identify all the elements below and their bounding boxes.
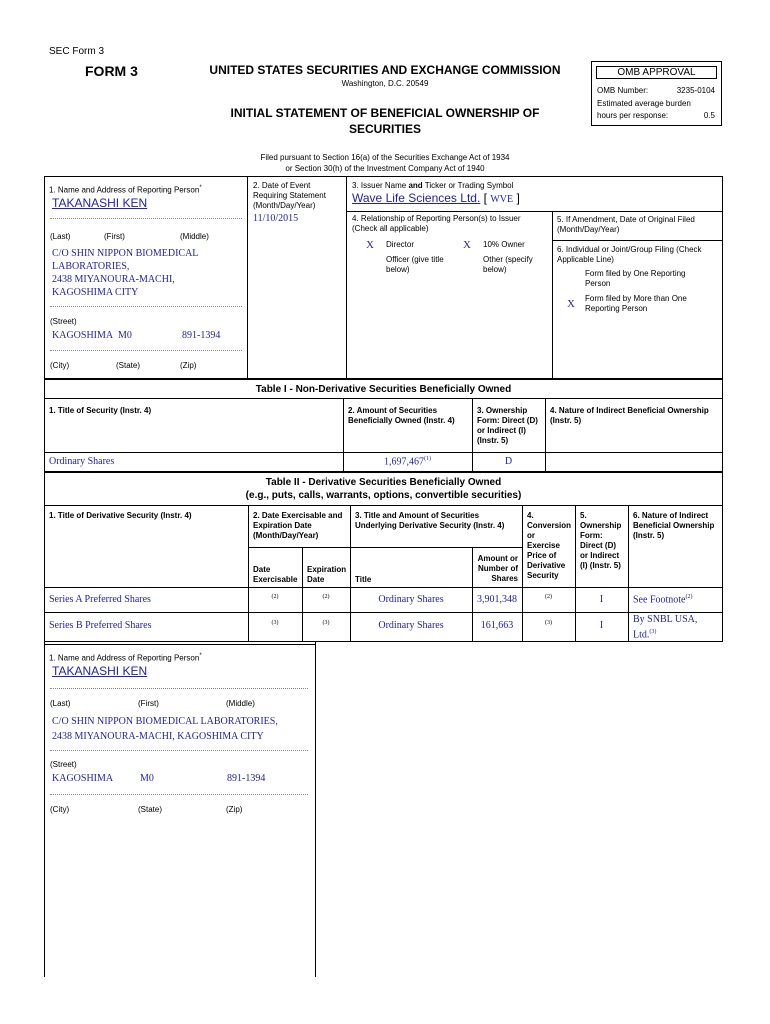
t2-row1-amount: 3,901,348	[477, 594, 517, 605]
t2-row1-expiration: (2)	[322, 594, 330, 600]
t1-col4-header: 4. Nature of Indirect Beneficial Ownership (Instr. 5)	[550, 406, 709, 425]
t2-col4-header: 4. Conversion or Exercise Price of Derivative Security	[527, 511, 572, 580]
filed-pursuant-line1: Filed pursuant to Section 16(a) of the Securities Exchange Act of 1934	[260, 153, 510, 162]
t2-row1-exercisable: (2)	[271, 594, 279, 600]
box4-label: 4. Relationship of Reporting Person(s) to Issuer (Check all applicable)	[352, 214, 521, 233]
t1-row-amount: 1,697,467$^{(1)}$	[384, 456, 431, 468]
omb-number-label: OMB Number:	[597, 86, 649, 95]
t1-col1-header: 1. Title of Security (Instr. 4)	[49, 406, 152, 415]
state-value-2: M0	[140, 773, 154, 784]
city-label-2: (City)	[50, 805, 70, 814]
state-label-2: (State)	[138, 805, 163, 814]
filed-pursuant-line2: or Section 30(h) of the Investment Company Act of 1940	[285, 164, 485, 173]
form-label: FORM 3	[85, 63, 138, 79]
t2-row1-price: (2)	[545, 594, 552, 600]
address-block-2: C/O SHIN NIPPON BIOMEDICAL LABORATORIES, 2438 MIYANOURA-MACHI, KAGOSHIMA CITY	[52, 716, 278, 742]
t2-row2-form: I	[599, 620, 604, 631]
ticker-symbol: WVE	[490, 194, 514, 205]
box6-label: 6. Individual or Joint/Group Filing (Check Applicable Line)	[557, 245, 702, 264]
box2-label: 2. Date of Event Requiring Statement (Month/Day/Year)	[253, 181, 326, 210]
t2-row1-form: I	[599, 594, 604, 605]
omb-hours-label: hours per response:	[597, 111, 669, 120]
city-value: KAGOSHIMA	[52, 330, 114, 341]
first-label-2: (First)	[138, 699, 159, 708]
city-value-2: KAGOSHIMA	[52, 773, 114, 784]
event-date: 11/10/2015	[253, 213, 299, 224]
issuer-name: Wave Life Sciences Ltd.	[352, 191, 481, 205]
table2-title2: (e.g., puts, calls, warrants, options, convertible securities)	[245, 490, 522, 501]
t2-sub-date-exercisable: Date Exercisable	[253, 565, 298, 584]
reporting-person-name-2: TAKANASHI KEN	[52, 664, 148, 678]
t2-row2-underlying: Ordinary Shares	[378, 620, 444, 631]
last-label-2: (Last)	[50, 699, 71, 708]
zip-label: (Zip)	[180, 361, 197, 370]
t1-col3-header: 3. Ownership Form: Direct (D) or Indirect (I) (Instr. 5)	[477, 406, 538, 445]
address-block: C/O SHIN NIPPON BIOMEDICAL LABORATORIES, 2438 MIYANOURA-MACHI, KAGOSHIMA CITY	[52, 248, 199, 298]
zip-value: 891-1394	[182, 330, 221, 341]
street-label: (Street)	[50, 317, 77, 326]
box7-label: 1. Name and Address of Reporting Person*	[49, 653, 202, 663]
omb-approval-box	[591, 61, 722, 126]
t2-sub-amount: Amount or Number of Shares	[477, 554, 518, 583]
last-label: (Last)	[50, 232, 71, 241]
middle-label-2: (Middle)	[226, 699, 255, 708]
omb-number-value: 3235-0104	[676, 86, 715, 95]
t2-row2-price: (3)	[545, 620, 552, 626]
t2-row2-expiration: (3)	[322, 620, 330, 626]
t2-row1-title: Series A Preferred Shares	[49, 594, 151, 605]
director-checkmark: X	[366, 239, 374, 251]
t2-col2-header: 2. Date Exercisable and Expiration Date (Month/Day/Year)	[253, 511, 343, 540]
box5-label: 5. If Amendment, Date of Original Filed (Month/Day/Year)	[557, 215, 695, 234]
ten-percent-label: 10% Owner	[483, 240, 525, 249]
t2-col6-header: 6. Nature of Indirect Beneficial Ownership (Instr. 5)	[633, 511, 715, 540]
box1-label: 1. Name and Address of Reporting Person*	[49, 185, 202, 195]
t2-sub-expiration-date: Expiration Date	[307, 565, 347, 584]
t2-row2-nature: By SNBL USA, Ltd.$^{(3)}$	[633, 614, 698, 641]
commission-title: UNITED STATES SECURITIES AND EXCHANGE COMMISSION	[209, 63, 561, 77]
more-than-one-label: Form filed by More than One Reporting Person	[585, 294, 687, 313]
commission-city: Washington, D.C. 20549	[341, 79, 429, 88]
table2-title1: Table II - Derivative Securities Beneficially Owned	[265, 477, 502, 488]
t2-row1-nature: See Footnote$^{(2)}$	[633, 594, 693, 606]
middle-label: (Middle)	[180, 232, 209, 241]
issuer-line: Wave Life Sciences Ltd. [ WVE ]	[352, 191, 520, 205]
first-label: (First)	[104, 232, 125, 241]
t2-sub-title: Title	[355, 575, 372, 584]
t1-col2-header: 2. Amount of Securities Beneficially Owned (Instr. 4)	[348, 406, 455, 425]
state-label: (State)	[116, 361, 141, 370]
state-value: M0	[118, 330, 132, 341]
sec-form-label: SEC Form 3	[49, 46, 105, 57]
omb-approval-title: OMB APPROVAL	[596, 66, 717, 79]
t2-col5-header: 5. Ownership Form: Direct (D) or Indirect (I) (Instr. 5)	[580, 511, 622, 570]
t1-row-title: Ordinary Shares	[49, 456, 115, 467]
t2-row1-underlying: Ordinary Shares	[378, 594, 444, 605]
t2-row2-amount: 161,663	[480, 620, 514, 631]
reporting-person-name: TAKANASHI KEN	[52, 196, 148, 210]
street-label-2: (Street)	[50, 760, 77, 769]
zip-value-2: 891-1394	[227, 773, 266, 784]
zip-label-2: (Zip)	[226, 805, 243, 814]
omb-hours-value: 0.5	[703, 111, 715, 120]
other-label: Other (specify below)	[483, 255, 533, 274]
t2-row2-title: Series B Preferred Shares	[49, 620, 152, 631]
table1-title: Table I - Non-Derivative Securities Beneficially Owned	[255, 384, 512, 395]
t2-col1-header: 1. Title of Derivative Security (Instr. 4)	[49, 511, 192, 520]
one-person-label: Form filed by One Reporting Person	[585, 269, 686, 288]
t2-col3-header: 3. Title and Amount of Securities Underlying Derivative Security (Instr. 4)	[355, 511, 505, 530]
form-title-line1: INITIAL STATEMENT OF BENEFICIAL OWNERSHIP OF	[230, 106, 540, 120]
omb-burden-label: Estimated average burden	[597, 99, 691, 108]
more-than-one-checkmark: X	[567, 298, 575, 310]
director-label: Director	[386, 240, 415, 249]
officer-label: Officer (give title below)	[386, 255, 444, 274]
box3-label: 3. Issuer Name and Ticker or Trading Symbol	[352, 181, 514, 190]
t1-row-form: D	[504, 456, 513, 467]
t2-row2-exercisable: (3)	[271, 620, 279, 626]
form-title-line2: SECURITIES	[348, 122, 421, 136]
city-label: (City)	[50, 361, 70, 370]
ten-percent-checkmark: X	[463, 239, 471, 251]
